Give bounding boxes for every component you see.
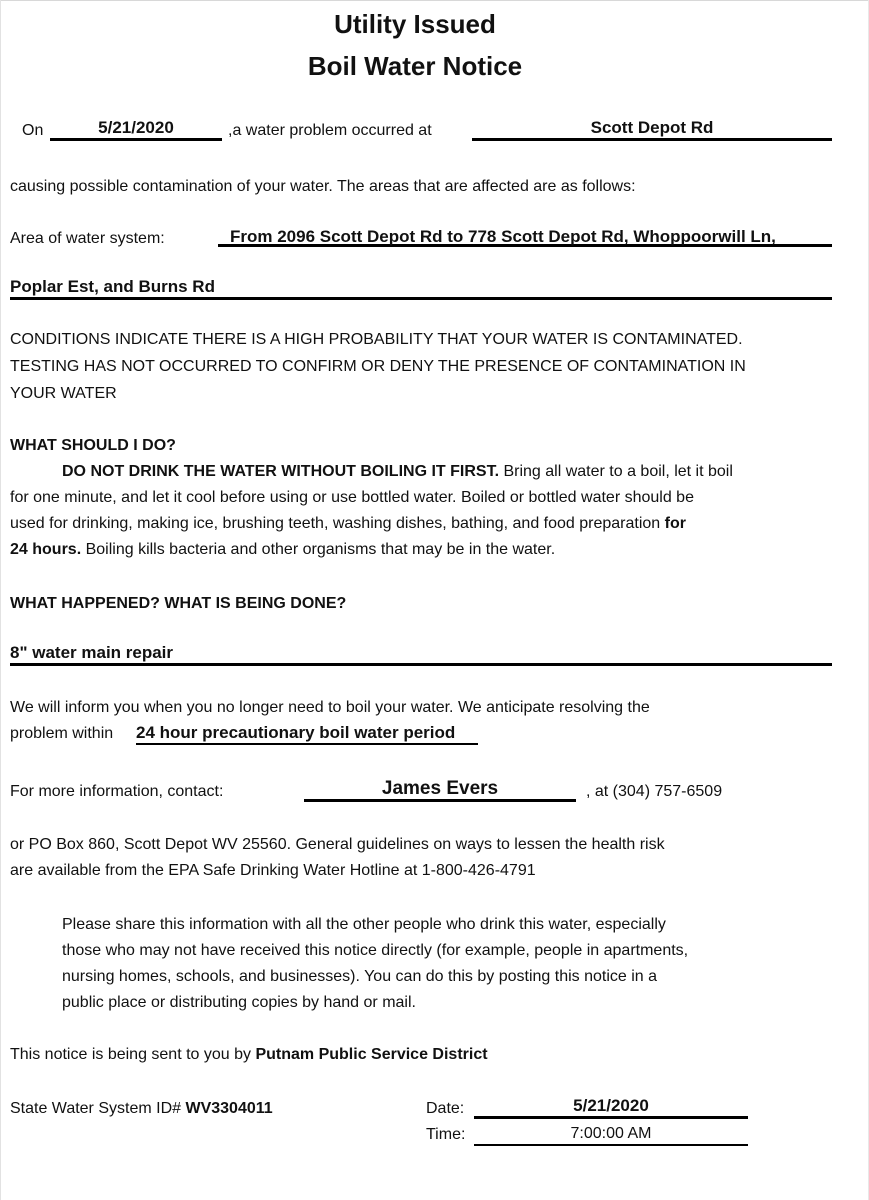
share-line-4: public place or distributing copies by hand or mail. xyxy=(62,994,416,1011)
conditions-line-1: CONDITIONS INDICATE THERE IS A HIGH PROBABILITY THAT YOUR WATER IS CONTAMINATED. xyxy=(10,331,743,348)
what-should-i-do-heading: WHAT SHOULD I DO? xyxy=(10,437,176,454)
what-to-do-line-3-text: used for drinking, making ice, brushing teeth, washing dishes, bathing, and food preparation xyxy=(10,515,665,532)
title-line-2: Boil Water Notice xyxy=(307,51,523,81)
contact-line-2: or PO Box 860, Scott Depot WV 25560. General guidelines on ways to lessen the health risk xyxy=(10,836,665,853)
area-field-line-2: Poplar Est, and Burns Rd xyxy=(10,277,832,300)
sender-name: Putnam Public Service District xyxy=(255,1046,488,1063)
area-label: Area of water system: xyxy=(10,230,165,247)
contact-label: For more information, contact: xyxy=(10,783,224,800)
what-to-do-line-3-bold: for xyxy=(664,515,686,532)
system-id-value: WV3304011 xyxy=(185,1100,273,1117)
time-field: 7:00:00 AM xyxy=(474,1124,748,1146)
on-label: On xyxy=(22,122,44,139)
what-to-do-line-4 xyxy=(10,537,555,563)
what-to-do-line-1 xyxy=(62,459,733,485)
contact-name-field: James Evers xyxy=(304,779,576,802)
resolution-label: problem within xyxy=(10,725,114,742)
sender-text: This notice is being sent to you by xyxy=(10,1046,256,1063)
what-to-do-line-1-rest: Bring all water to a boil, let it boil xyxy=(499,463,733,480)
area-field-line-1: From 2096 Scott Depot Rd to 778 Scott Depot Rd, Whoppoorwill Ln, xyxy=(218,227,832,247)
what-happened-field: 8" water main repair xyxy=(10,643,832,666)
date-field: 5/21/2020 xyxy=(474,1096,748,1119)
what-to-do-line-2: for one minute, and let it cool before using or use bottled water. Boiled or bottled water should be xyxy=(10,489,694,506)
resolution-field-value: 24 hour precautionary boil water period xyxy=(136,723,456,742)
contact-phone: , at (304) 757-6509 xyxy=(586,783,723,800)
do-not-drink-warning: DO NOT DRINK THE WATER WITHOUT BOILING IT FIRST. xyxy=(62,463,500,480)
contact-line-3: are available from the EPA Safe Drinking Water Hotline at 1-800-426-4791 xyxy=(10,862,536,879)
page-border-top xyxy=(0,0,869,1)
share-line-1: Please share this information with all the other people who drink this water, especially xyxy=(62,916,666,933)
conditions-line-2: TESTING HAS NOT OCCURRED TO CONFIRM OR DENY THE PRESENCE OF CONTAMINATION IN xyxy=(10,358,746,375)
causing-text: causing possible contamination of your water. The areas that are affected are as follows: xyxy=(10,178,636,195)
system-id-label: State Water System ID# xyxy=(10,1100,186,1117)
time-label: Time: xyxy=(426,1126,466,1143)
share-line-3: nursing homes, schools, and businesses). You can do this by posting this notice in a xyxy=(62,968,658,985)
problem-label: ,a water problem occurred at xyxy=(228,122,432,139)
what-to-do-line-4-rest: Boiling kills bacteria and other organisms that may be in the water. xyxy=(81,541,556,558)
date-label: Date: xyxy=(426,1100,465,1117)
share-line-2: those who may not have received this notice directly (for example, people in apartments, xyxy=(62,942,689,959)
what-to-do-line-3 xyxy=(10,511,686,537)
title-line-1: Utility Issued xyxy=(334,9,496,39)
location-field: Scott Depot Rd xyxy=(472,118,832,141)
resolution-line-1: We will inform you when you no longer need to boil your water. We anticipate resolving the xyxy=(10,699,650,716)
conditions-line-3: YOUR WATER xyxy=(10,385,117,402)
page-border-left xyxy=(0,0,1,1200)
what-happened-heading: WHAT HAPPENED? WHAT IS BEING DONE? xyxy=(10,595,347,612)
event-date-field: 5/21/2020 xyxy=(50,118,222,141)
sender-line xyxy=(10,1042,488,1068)
system-id-line xyxy=(10,1096,273,1122)
resolution-field xyxy=(136,723,478,745)
duration-bold: 24 hours. xyxy=(10,541,82,558)
